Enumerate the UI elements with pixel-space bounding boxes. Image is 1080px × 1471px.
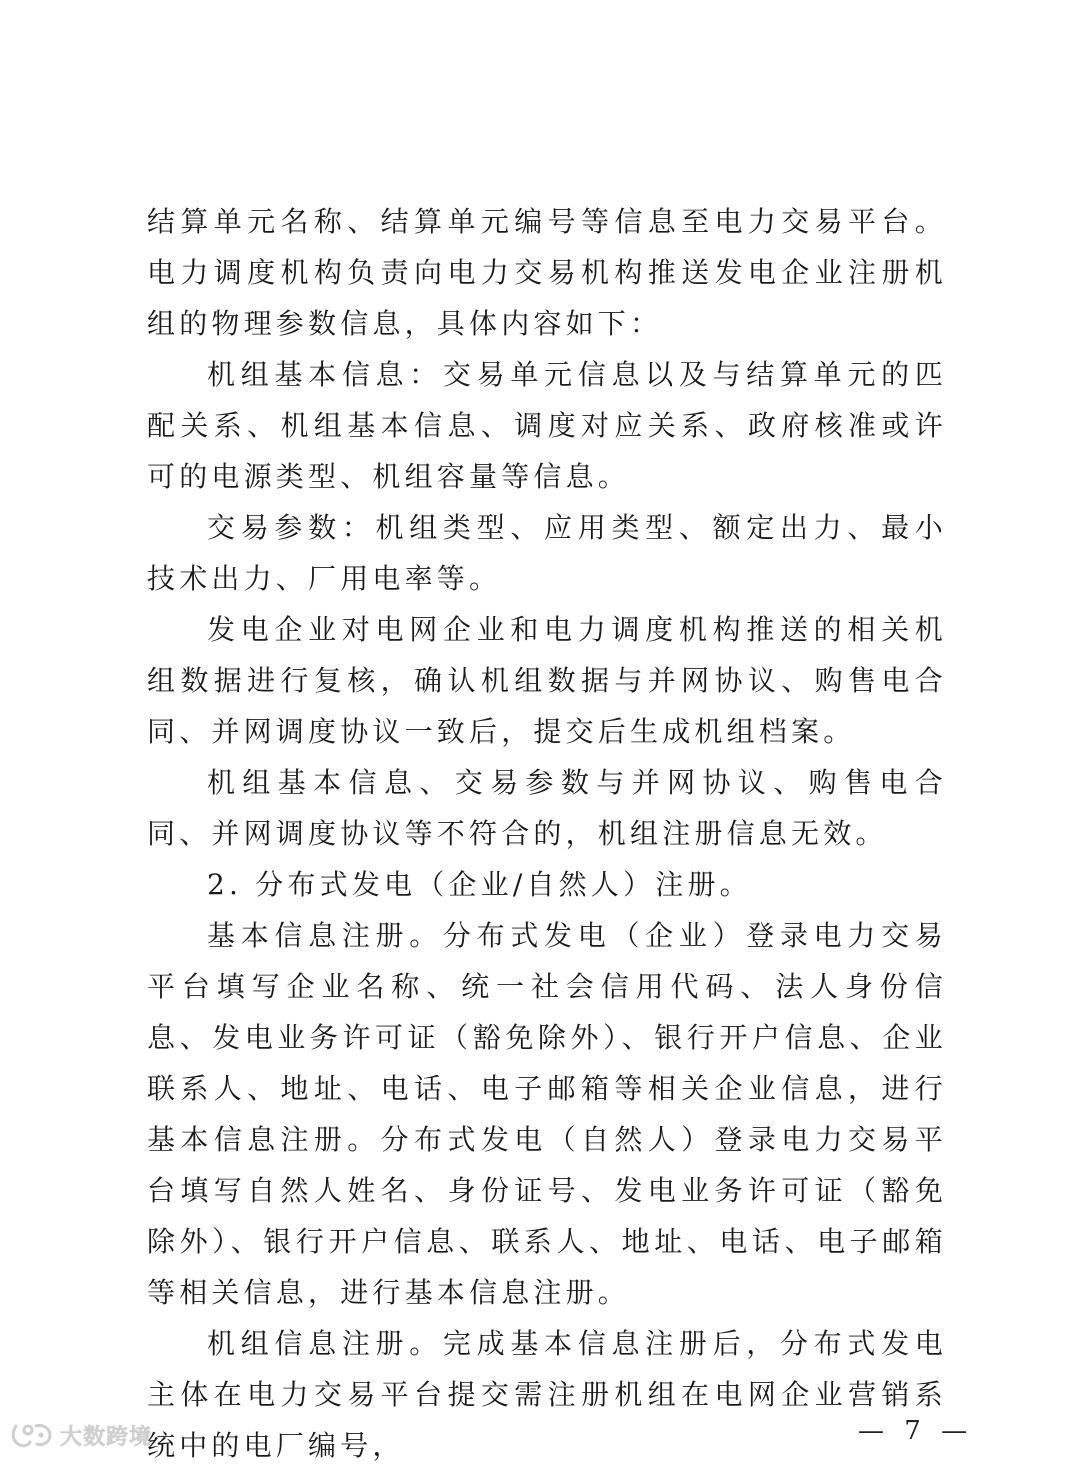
brand-logo-icon [10,1420,54,1450]
paragraph-2: 机组基本信息：交易单元信息以及与结算单元的匹配关系、机组基本信息、调度对应关系、政府核准或许可的电源类型、机组容量等信息。 [147,358,947,493]
body-text [147,196,947,1471]
section-heading: 2. 分布式发电（企业/自然人）注册。 [207,868,752,901]
watermark-text: 大数跨境 [60,1424,153,1450]
paragraph-3: 交易参数：机组类型、应用类型、额定出力、最小技术出力、厂用电率等。 [147,511,947,595]
paragraph-1: 结算单元名称、结算单元编号等信息至电力交易平台。电力调度机构负责向电力交易机构推送发电企业注册机组的物理参数信息，具体内容如下： [147,205,947,340]
paragraph-7: 基本信息注册。分布式发电（企业）登录电力交易平台填写企业名称、统一社会信用代码、法人身份信息、发电业务许可证（豁免除外）、银行开户信息、企业联系人、地址、电话、电子邮箱等相关企业信息，进行基本信息注册。分布式发电（自然人）登录电力交易平台填写自然人姓名、身份证号、发电业务许可证（豁免除外）、银行开户信息、联系人、地址、电话、电子邮箱等相关信息，进行基本信息注册。 [147,919,947,1309]
paragraph-8: 机组信息注册。完成基本信息注册后，分布式发电主体在电力交易平台提交需注册机组在电网企业营销系统中的电厂编号， [147,1327,947,1462]
paragraph-5: 机组基本信息、交易参数与并网协议、购售电合同、并网调度协议等不符合的，机组注册信息无效。 [147,766,947,850]
watermark [10,1418,152,1452]
paragraph-4: 发电企业对电网企业和电力调度机构推送的相关机组数据进行复核，确认机组数据与并网协议、购售电合同、并网调度协议一致后，提交后生成机组档案。 [147,613,947,748]
page-number: — 7 — [858,1416,974,1446]
